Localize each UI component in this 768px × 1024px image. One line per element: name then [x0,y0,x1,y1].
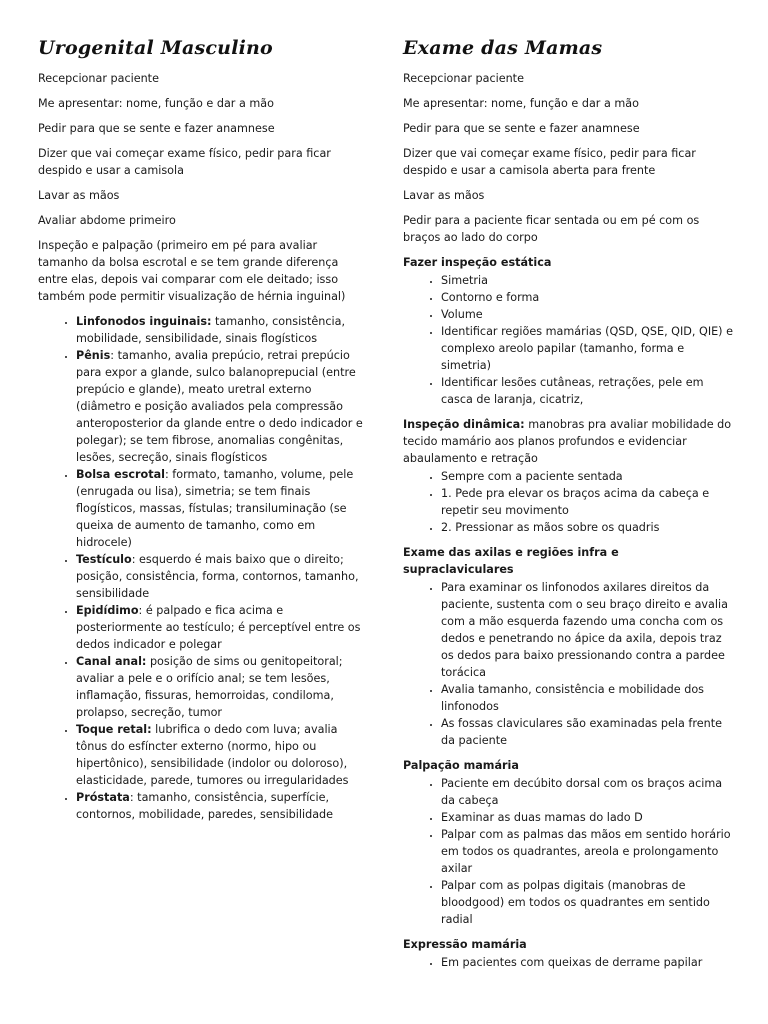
list-item: • Avalia tamanho, consistência e mobilidade dos linfonodos [441,681,733,715]
list-item [76,313,368,347]
left-step: Recepcionar paciente [38,72,159,85]
list-item: • Para examinar os linfonodos axilares direitos da paciente, sustenta com o seu braço direito e avalia com a mão esquerda fazendo uma concha com os dedos e penetrando no ápice da axila, depois traz os dedos para baixo pressionando contra a pardee torácica [441,579,733,681]
axilla-exam-heading: Exame das axilas e regiões infra e supraclaviculares [403,546,619,576]
left-exam-list [38,313,368,823]
item-term: Canal anal: [76,655,147,668]
expression-list [403,954,733,971]
list-item: • As fossas claviculares são examinadas pela frente da paciente [441,715,733,749]
left-step: Me apresentar: nome, função e dar a mão [38,97,274,110]
list-item: • Identificar regiões mamárias (QSD, QSE, QID, QIE) e complexo areolo papilar (tamanho, forma e simetria) [441,323,733,374]
item-text: : esquerdo é mais baixo que o direito; posição, consistência, forma, contornos, tamanho, sensibilidade [76,553,359,600]
list-item [76,347,368,466]
dynamic-inspection-paragraph [403,416,733,467]
static-inspection-heading: Fazer inspeção estática [403,256,552,269]
list-item: • Palpar com as palmas das mãos em sentido horário em todos os quadrantes, areola e prolongamento axilar [441,826,733,877]
right-step: Recepcionar paciente [403,72,524,85]
item-text: : é palpado e fica acima e posteriormente ao testículo; é perceptível entre os dedos indicador e polegar [76,604,361,651]
list-item: • 2. Pressionar as mãos sobre os quadris [441,519,733,536]
list-item [76,721,368,789]
dynamic-inspection-text: manobras pra avaliar mobilidade do tecido mamário aos planos profundos e evidenciar abaulamento e retração [403,418,732,465]
item-term: Pênis [76,349,111,362]
list-item: • Paciente em decúbito dorsal com os braços acima da cabeça [441,775,733,809]
item-term: Bolsa escrotal [76,468,165,481]
list-item: • Simetria [441,272,733,289]
right-title: Exame das Mamas [403,37,603,59]
list-item [76,466,368,551]
list-item: • Sempre com a paciente sentada [441,468,733,485]
item-text: : tamanho, consistência, superfície, contornos, mobilidade, paredes, sensibilidade [76,791,334,821]
right-step: Lavar as mãos [403,189,485,202]
item-term: Linfonodos inguinais: [76,315,212,328]
right-step: Pedir para a paciente ficar sentada ou em pé com os braços ao lado do corpo [403,214,700,244]
expression-heading: Expressão mamária [403,938,527,951]
dynamic-inspection-heading: Inspeção dinâmica: [403,418,525,431]
list-item: • Examinar as duas mamas do lado D [441,809,733,826]
list-item [76,789,368,823]
item-text: tamanho, consistência, mobilidade, sensibilidade, sinais flogísticos [76,315,346,345]
right-column [403,34,733,979]
right-step: Pedir para que se sente e fazer anamnese [403,122,640,135]
left-step: Inspeção e palpação (primeiro em pé para avaliar tamanho da bolsa escrotal e se tem grande diferença entre elas, depois vai comparar com ele deitado; isso também pode permitir visualização de hérnia inguinal) [38,239,346,303]
item-text: : formato, tamanho, volume, pele (enrugada ou lisa), simetria; se tem finais flogísticos, massas, fístulas; transiluminação (se queixa de aumento de tamanho, como em hidrocele) [76,468,354,549]
left-column [38,34,368,831]
item-term: Toque retal: [76,723,152,736]
item-term: Testículo [76,553,132,566]
list-item: • Contorno e forma [441,289,733,306]
item-text: lubrifica o dedo com luva; avalia tônus do esfíncter externo (normo, hipo ou hipertônico), sensibilidade (indolor ou doloroso), elasticidade, parede, tumores ou irregularidades [76,723,349,787]
list-item [76,602,368,653]
palpation-heading: Palpação mamária [403,759,519,772]
list-item [76,551,368,602]
list-item: • 1. Pede pra elevar os braços acima da cabeça e repetir seu movimento [441,485,733,519]
axilla-exam-list [403,579,733,749]
item-term: Epidídimo [76,604,139,617]
list-item: • Volume [441,306,733,323]
list-item: • Palpar com as polpas digitais (manobras de bloodgood) em todos os quadrantes em sentido radial [441,877,733,928]
item-text: : tamanho, avalia prepúcio, retrai prepúcio para expor a glande, sulco balanoprepucial (entre prepúcio e glande), meato uretral externo (diâmetro e posição avaliados pela compressão anteroposterior da glande entre o dedo indicador e polegar); se tem fibrose, anomalias congênitas, lesões, secreção, sinais flogísticos [76,349,363,464]
right-step: Dizer que vai começar exame físico, pedir para ficar despido e usar a camisola aberta para frente [403,147,696,177]
left-step: Dizer que vai começar exame físico, pedir para ficar despido e usar a camisola [38,147,331,177]
left-step: Lavar as mãos [38,189,120,202]
left-step: Pedir para que se sente e fazer anamnese [38,122,275,135]
item-text: posição de sims ou genitopeitoral; avaliar a pele e o orifício anal; se tem lesões, inflamação, fissuras, hemorroidas, condiloma, prolapso, secreção, tumor [76,655,343,719]
static-inspection-list [403,272,733,408]
left-step: Avaliar abdome primeiro [38,214,176,227]
list-item: • Em pacientes com queixas de derrame papilar [441,954,733,971]
right-step: Me apresentar: nome, função e dar a mão [403,97,639,110]
list-item: • Identificar lesões cutâneas, retrações, pele em casca de laranja, cicatriz, [441,374,733,408]
left-title: Urogenital Masculino [38,37,273,59]
list-item [76,653,368,721]
dynamic-inspection-list [403,468,733,536]
palpation-list [403,775,733,928]
item-term: Próstata [76,791,130,804]
